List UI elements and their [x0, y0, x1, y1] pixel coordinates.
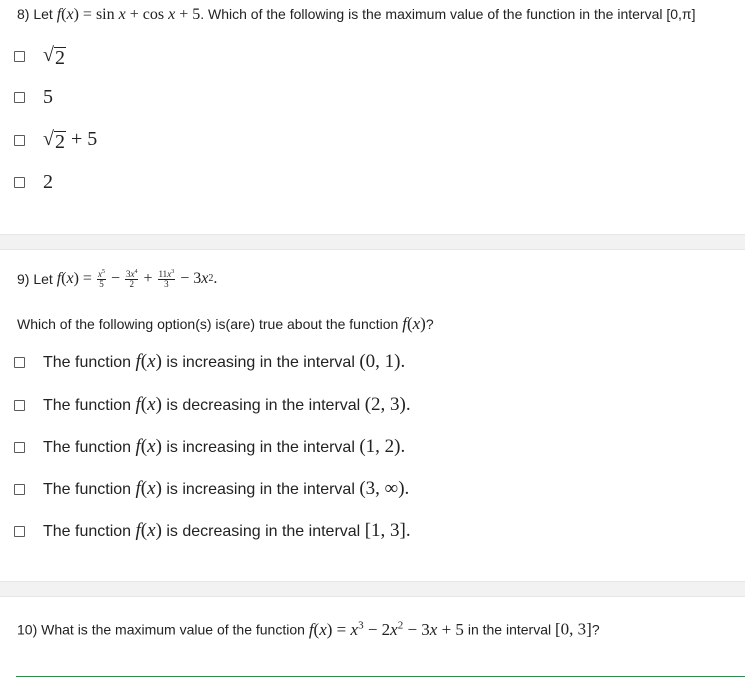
q8-option-1-label: √ 2 [43, 44, 65, 69]
q8-option-4[interactable] [14, 170, 53, 194]
checkbox[interactable] [14, 526, 25, 537]
question-8-text [17, 6, 695, 24]
question-10-text [17, 619, 600, 640]
q9-option-4[interactable] [14, 477, 409, 501]
question-9-prefix: Let [33, 270, 53, 287]
question-8-suffix: . Which of the following is the maximum value of the function in the interval [0,π] [200, 6, 696, 22]
q8-option-4-label: 2 [43, 170, 53, 193]
question-8-function: f(x) = sin x + cos x + 5 [56, 6, 201, 23]
checkbox[interactable] [14, 135, 25, 146]
question-9-prompt-end: ? [425, 316, 434, 332]
checkbox[interactable] [14, 357, 25, 368]
question-10-function: $f(x) = x^3 - 2x^2 - 3x + 5$ [308, 619, 464, 639]
q8-option-3[interactable] [14, 128, 97, 152]
q8-option-2[interactable] [14, 85, 53, 109]
checkbox[interactable] [14, 177, 25, 188]
q9-option-4-label: The function f(x) is increasing in the interval (3, ∞). [43, 478, 410, 499]
question-9-prompt: Which of the following option(s) is(are) true about the function f(x)? [17, 314, 434, 333]
question-10-interval: [0, 3] [555, 619, 592, 639]
q9-option-5-label: The function f(x) is decreasing in the interval [1, 3]. [43, 520, 411, 541]
q9-option-2-label: The function f(x) is decreasing in the interval (2, 3). [43, 394, 411, 415]
q9-option-3[interactable] [14, 435, 405, 459]
q8-option-3-label: √ 2 + 5 [43, 128, 98, 153]
answer-input-underline[interactable] [16, 676, 745, 677]
checkbox[interactable] [14, 484, 25, 495]
question-10-end: ? [591, 621, 600, 638]
q9-option-5[interactable] [14, 519, 411, 543]
question-8-number: 8) [17, 6, 30, 22]
checkbox[interactable] [14, 51, 25, 62]
question-8-prefix: Let [33, 6, 53, 22]
q8-option-2-label: 5 [43, 85, 53, 108]
q9-option-2[interactable] [14, 393, 411, 417]
question-10-prefix: What is the maximum value of the function [41, 621, 305, 638]
question-9-prompt-text: Which of the following option(s) is(are) true about the function [17, 316, 399, 332]
checkbox[interactable] [14, 442, 25, 453]
q9-option-1-label: The function f(x) is increasing in the interval (0, 1). [43, 351, 406, 372]
question-10-middle: in the interval [467, 621, 552, 638]
question-9-text [17, 268, 217, 289]
question-divider [0, 234, 745, 250]
question-divider [0, 581, 745, 597]
q9-option-1[interactable] [14, 350, 405, 374]
checkbox[interactable] [14, 92, 25, 103]
question-9-function: f ( x ) = $\frac{x^5}{5}$ − $\frac{3x^4}{2}$ + $\frac{11x^3}{3}$ − 3 x 2 . [56, 269, 218, 289]
checkbox[interactable] [14, 400, 25, 411]
question-9-number: 9) [17, 270, 30, 287]
q8-option-1[interactable] [14, 44, 66, 68]
question-10-number: 10) [17, 621, 38, 638]
q9-option-3-label: The function f(x) is increasing in the interval (1, 2). [43, 436, 406, 457]
